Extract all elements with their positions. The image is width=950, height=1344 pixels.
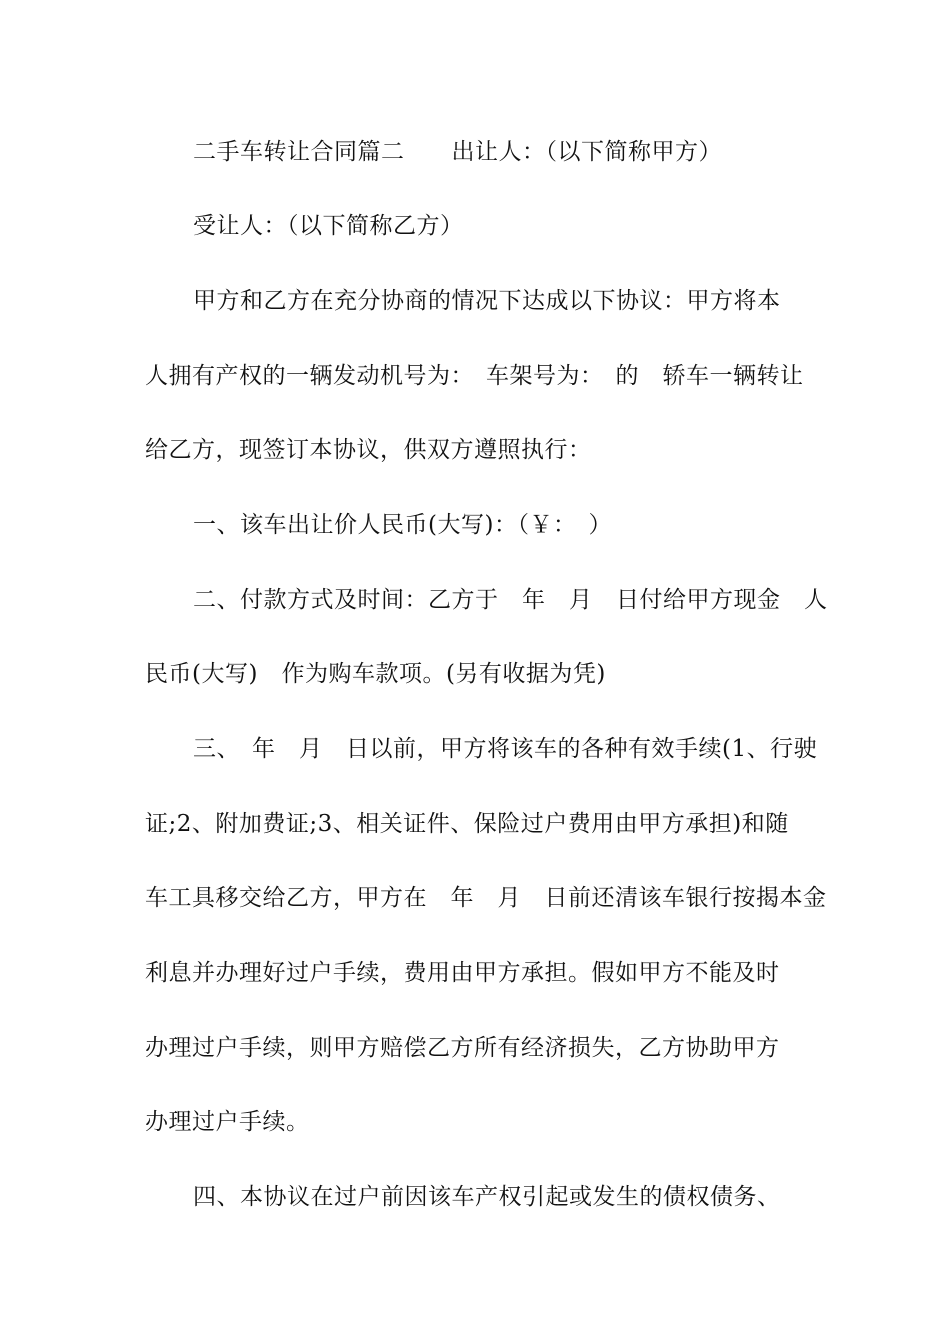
clause-three-line: 三、 年 月 日以前，甲方将该车的各种有效手续(1、行驶 (193, 736, 818, 762)
paragraph-line: 人拥有产权的一辆发动机号为： 车架号为： 的 轿车一辆转让 (145, 363, 804, 389)
clause-two-line: 二、付款方式及时间：乙方于 年 月 日付给甲方现金 人 (193, 587, 828, 613)
paragraph-line: 甲方和乙方在充分协商的情况下达成以下协议：甲方将本 (193, 288, 781, 314)
paragraph-line: 证;2、附加费证;3、相关证件、保险过户费用由甲方承担)和随 (145, 811, 789, 837)
paragraph-line: 办理过户手续，则甲方赔偿乙方所有经济损失，乙方协助甲方 (145, 1035, 780, 1061)
paragraph-line: 给乙方，现签订本协议，供双方遵照执行： (145, 437, 592, 463)
clause-four-line: 四、本协议在过户前因该车产权引起或发生的债权债务、 (193, 1184, 781, 1210)
document-title-line: 二手车转让合同篇二 出让人：（以下简称甲方） (193, 139, 722, 165)
paragraph-line: 民币(大写) 作为购车款项。(另有收据为凭) (145, 661, 606, 687)
clause-one-line: 一、该车出让价人民币(大写)：（￥： ） (193, 512, 612, 538)
transferee-line: 受让人：（以下简称乙方） (193, 213, 464, 239)
paragraph-line: 办理过户手续。 (145, 1109, 310, 1135)
paragraph-line: 车工具移交给乙方，甲方在 年 月 日前还清该车银行按揭本金 (145, 885, 827, 911)
paragraph-line: 利息并办理好过户手续，费用由甲方承担。假如甲方不能及时 (145, 960, 780, 986)
